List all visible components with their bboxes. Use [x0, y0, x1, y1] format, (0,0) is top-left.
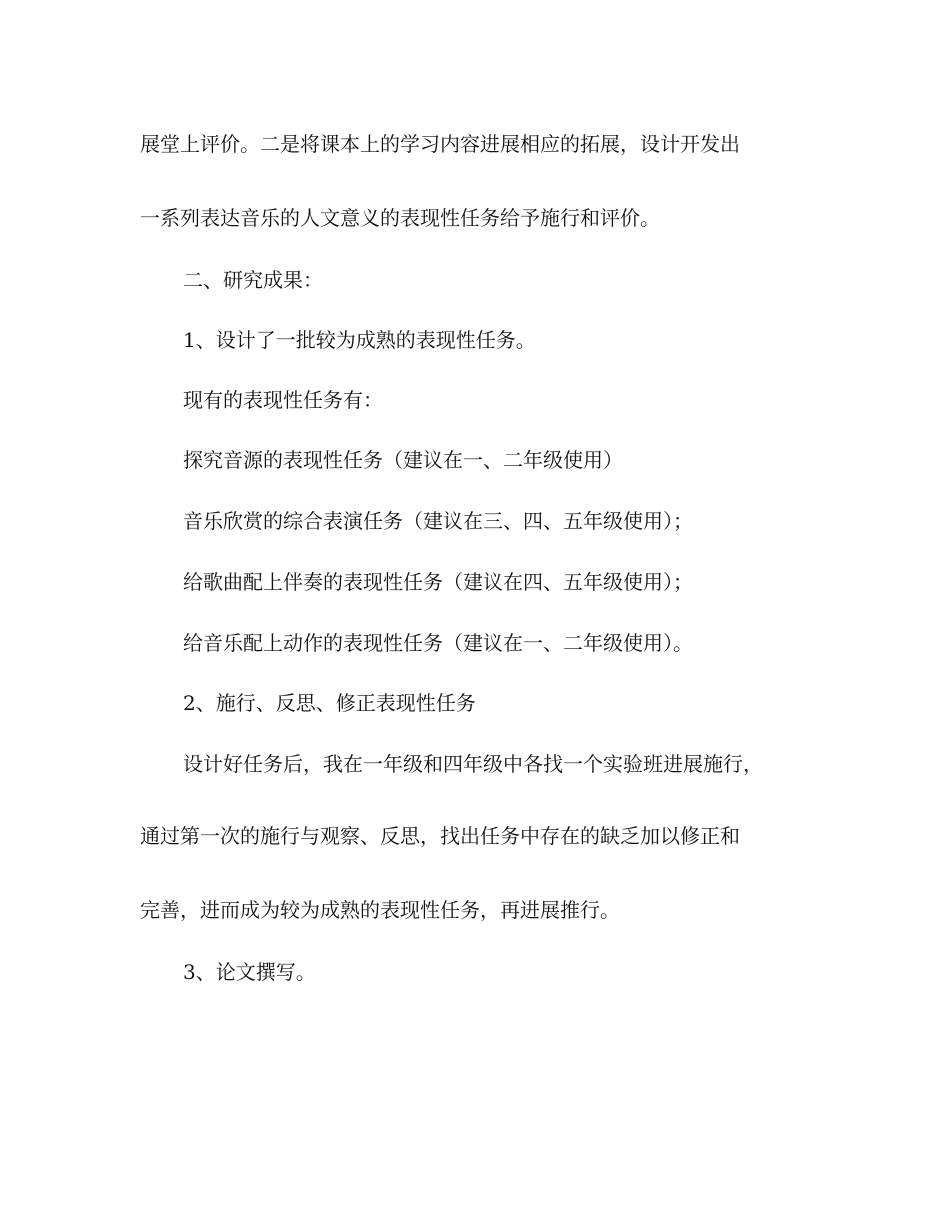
- subsection-heading: 2、施行、反思、修正表现性任务: [183, 691, 476, 715]
- paragraph-line: 通过第一次的施行与观察、反思，找出任务中存在的缺乏加以修正和: [140, 824, 740, 848]
- paragraph-line: 一系列表达音乐的人文意义的表现性任务给予施行和评价。: [140, 206, 660, 230]
- paragraph-line: 现有的表现性任务有：: [183, 388, 383, 412]
- section-heading: 二、研究成果：: [183, 268, 323, 292]
- paragraph-line: 完善，进而成为较为成熟的表现性任务，再进展推行。: [140, 898, 620, 922]
- list-item: 给歌曲配上伴奏的表现性任务（建议在四、五年级使用）；: [183, 570, 693, 594]
- list-item: 探究音源的表现性任务（建议在一、二年级使用）: [183, 448, 623, 472]
- list-item: 给音乐配上动作的表现性任务（建议在一、二年级使用）。: [183, 631, 693, 655]
- list-item: 音乐欣赏的综合表演任务（建议在三、四、五年级使用）；: [183, 509, 693, 533]
- subsection-heading: 1、设计了一批较为成熟的表现性任务。: [183, 328, 536, 352]
- paragraph-line: 设计好任务后，我在一年级和四年级中各找一个实验班进展施行，: [183, 752, 763, 776]
- paragraph-line: 展堂上评价。二是将课本上的学习内容进展相应的拓展，设计开发出: [140, 132, 740, 156]
- subsection-heading: 3、论文撰写。: [183, 960, 316, 984]
